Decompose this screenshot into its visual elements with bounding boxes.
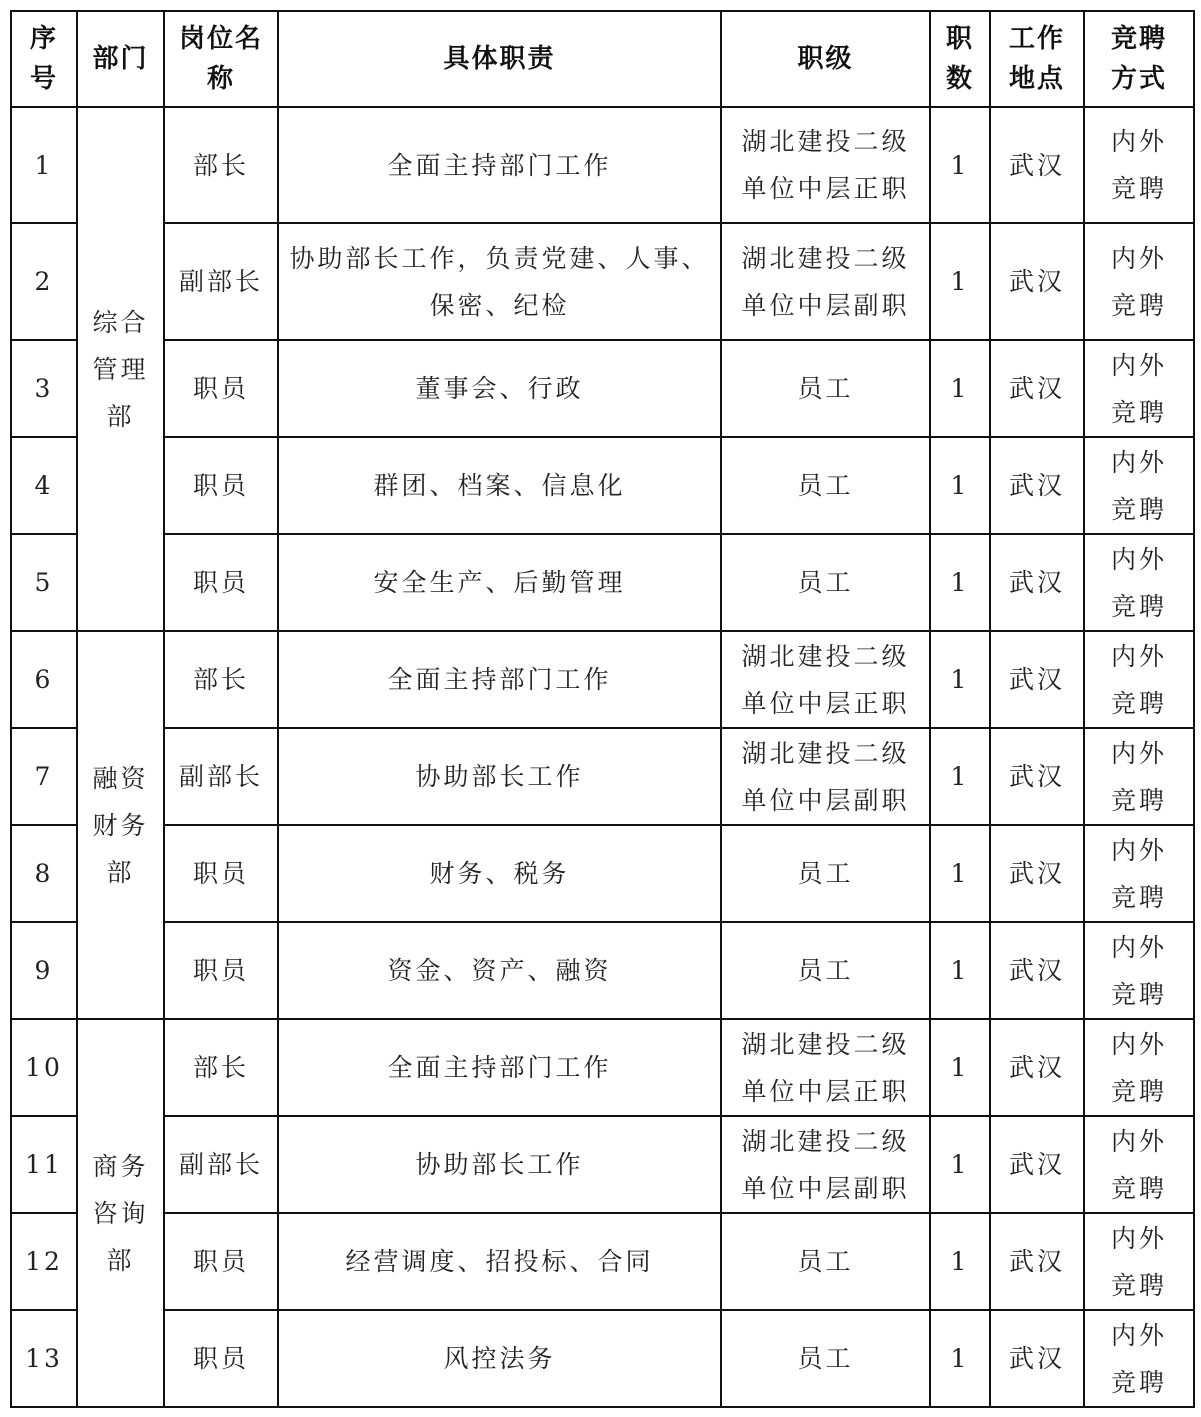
table-row	[11, 1116, 1194, 1213]
duties-cell: 经营调度、招投标、合同	[278, 1213, 721, 1310]
method-cell: 内外 竞聘	[1084, 631, 1194, 728]
count-cell: 1	[930, 1310, 990, 1407]
level-cell: 湖北建投二级 单位中层副职	[721, 223, 930, 340]
table-row	[11, 340, 1194, 437]
table-row	[11, 107, 1194, 223]
method-cell: 内外 竞聘	[1084, 1213, 1194, 1310]
seq-cell: 10	[11, 1019, 77, 1116]
table-row	[11, 631, 1194, 728]
table-row	[11, 534, 1194, 631]
location-cell: 武汉	[990, 1116, 1084, 1213]
seq-cell: 1	[11, 107, 77, 223]
location-cell: 武汉	[990, 223, 1084, 340]
seq-cell: 4	[11, 437, 77, 534]
header-location: 工作 地点	[990, 11, 1084, 107]
position-cell: 职员	[164, 922, 278, 1019]
table-row	[11, 1019, 1194, 1116]
level-cell: 员工	[721, 340, 930, 437]
table-row	[11, 223, 1194, 340]
method-cell: 内外 竞聘	[1084, 922, 1194, 1019]
method-cell: 内外 竞聘	[1084, 1116, 1194, 1213]
header-method: 竞聘 方式	[1084, 11, 1194, 107]
position-cell: 职员	[164, 437, 278, 534]
position-cell: 副部长	[164, 728, 278, 825]
dept-cell: 综合 管理 部	[77, 107, 164, 631]
method-cell: 内外 竞聘	[1084, 340, 1194, 437]
count-cell: 1	[930, 534, 990, 631]
count-cell: 1	[930, 728, 990, 825]
table-row	[11, 922, 1194, 1019]
location-cell: 武汉	[990, 631, 1084, 728]
position-cell: 职员	[164, 1310, 278, 1407]
table-row	[11, 1213, 1194, 1310]
level-cell: 员工	[721, 825, 930, 922]
header-seq: 序 号	[11, 11, 77, 107]
recruitment-table	[10, 10, 1195, 1408]
table-row	[11, 728, 1194, 825]
duties-cell: 资金、资产、融资	[278, 922, 721, 1019]
position-cell: 副部长	[164, 223, 278, 340]
level-cell: 湖北建投二级 单位中层正职	[721, 631, 930, 728]
count-cell: 1	[930, 1019, 990, 1116]
location-cell: 武汉	[990, 437, 1084, 534]
count-cell: 1	[930, 1213, 990, 1310]
level-cell: 湖北建投二级 单位中层副职	[721, 728, 930, 825]
count-cell: 1	[930, 922, 990, 1019]
duties-cell: 群团、档案、信息化	[278, 437, 721, 534]
seq-cell: 11	[11, 1116, 77, 1213]
location-cell: 武汉	[990, 922, 1084, 1019]
seq-cell: 3	[11, 340, 77, 437]
method-cell: 内外 竞聘	[1084, 825, 1194, 922]
method-cell: 内外 竞聘	[1084, 1310, 1194, 1407]
duties-cell: 协助部长工作，负责党建、人事、 保密、纪检	[278, 223, 721, 340]
method-cell: 内外 竞聘	[1084, 107, 1194, 223]
table-row	[11, 825, 1194, 922]
duties-cell: 协助部长工作	[278, 1116, 721, 1213]
count-cell: 1	[930, 107, 990, 223]
count-cell: 1	[930, 825, 990, 922]
count-cell: 1	[930, 631, 990, 728]
seq-cell: 13	[11, 1310, 77, 1407]
location-cell: 武汉	[990, 1213, 1084, 1310]
seq-cell: 12	[11, 1213, 77, 1310]
duties-cell: 董事会、行政	[278, 340, 721, 437]
location-cell: 武汉	[990, 1310, 1084, 1407]
dept-cell: 商务 咨询 部	[77, 1019, 164, 1407]
header-level: 职级	[721, 11, 930, 107]
position-cell: 职员	[164, 534, 278, 631]
seq-cell: 2	[11, 223, 77, 340]
method-cell: 内外 竞聘	[1084, 223, 1194, 340]
count-cell: 1	[930, 1116, 990, 1213]
location-cell: 武汉	[990, 107, 1084, 223]
dept-cell: 融资 财务 部	[77, 631, 164, 1019]
duties-cell: 协助部长工作	[278, 728, 721, 825]
position-cell: 部长	[164, 107, 278, 223]
level-cell: 员工	[721, 1310, 930, 1407]
duties-cell: 安全生产、后勤管理	[278, 534, 721, 631]
position-cell: 副部长	[164, 1116, 278, 1213]
level-cell: 员工	[721, 534, 930, 631]
position-cell: 部长	[164, 631, 278, 728]
location-cell: 武汉	[990, 534, 1084, 631]
location-cell: 武汉	[990, 1019, 1084, 1116]
method-cell: 内外 竞聘	[1084, 728, 1194, 825]
position-cell: 职员	[164, 1213, 278, 1310]
count-cell: 1	[930, 437, 990, 534]
count-cell: 1	[930, 223, 990, 340]
seq-cell: 9	[11, 922, 77, 1019]
duties-cell: 风控法务	[278, 1310, 721, 1407]
location-cell: 武汉	[990, 728, 1084, 825]
position-cell: 职员	[164, 340, 278, 437]
level-cell: 湖北建投二级 单位中层正职	[721, 1019, 930, 1116]
duties-cell: 全面主持部门工作	[278, 631, 721, 728]
header-position: 岗位名 称	[164, 11, 278, 107]
header-count: 职 数	[930, 11, 990, 107]
level-cell: 员工	[721, 1213, 930, 1310]
method-cell: 内外 竞聘	[1084, 437, 1194, 534]
location-cell: 武汉	[990, 825, 1084, 922]
duties-cell: 财务、税务	[278, 825, 721, 922]
duties-cell: 全面主持部门工作	[278, 107, 721, 223]
seq-cell: 8	[11, 825, 77, 922]
level-cell: 湖北建投二级 单位中层正职	[721, 107, 930, 223]
seq-cell: 7	[11, 728, 77, 825]
level-cell: 员工	[721, 437, 930, 534]
table-row	[11, 1310, 1194, 1407]
header-row	[11, 11, 1194, 107]
level-cell: 员工	[721, 922, 930, 1019]
count-cell: 1	[930, 340, 990, 437]
table-row	[11, 437, 1194, 534]
position-cell: 部长	[164, 1019, 278, 1116]
position-cell: 职员	[164, 825, 278, 922]
seq-cell: 5	[11, 534, 77, 631]
duties-cell: 全面主持部门工作	[278, 1019, 721, 1116]
method-cell: 内外 竞聘	[1084, 1019, 1194, 1116]
seq-cell: 6	[11, 631, 77, 728]
header-duties: 具体职责	[278, 11, 721, 107]
header-dept: 部门	[77, 11, 164, 107]
method-cell: 内外 竞聘	[1084, 534, 1194, 631]
level-cell: 湖北建投二级 单位中层副职	[721, 1116, 930, 1213]
location-cell: 武汉	[990, 340, 1084, 437]
